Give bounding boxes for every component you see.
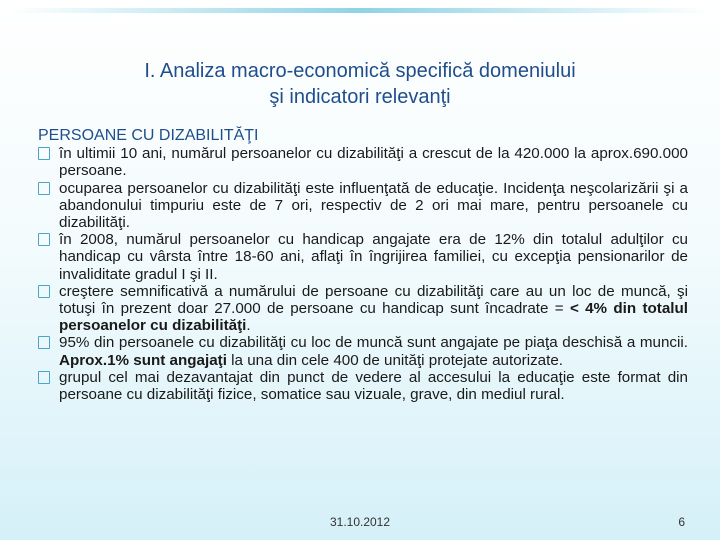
bullet-text: ocuparea persoanelor cu dizabilităţi este influenţată de educaţie. Incidenţa neşcolarizării şi a abandonului timpuriu este de 7 ori, respectiv de 2 ori mai mare, pentru persoanele cu dizabilităţi. [59,179,688,232]
bullet-item [38,231,688,283]
bullet-bold-text: Aprox.1% sunt angajaţi [59,351,227,369]
bullet-item [38,180,688,232]
square-outline-icon [38,182,50,195]
bullet-text: în 2008, numărul persoanelor cu handicap angajate era de 12% din totalul adulţilor cu handicap cu vârsta între 18-60 ani, aflaţi în îngrijirea familiei, cu excepţia pensionarilor de invaliditate gradul I şi II. [59,231,688,283]
square-outline-icon [38,233,50,246]
bullet-item [38,334,688,368]
bullet-text: creştere semnificativă a numărului de persoane cu dizabilităţi care au un loc de muncă, şi totuşi în prezent doar 27.000 de persoane cu handicap sunt încadrate = [59,282,688,318]
square-outline-icon [38,371,50,384]
footer-date: 31.10.2012 [329,515,391,529]
bullet-item [38,145,688,179]
slide-title-line-1: I. Analiza macro-economică specifică domeniului [144,60,576,82]
slide-title-line-2: şi indicatori relevanţi [269,86,451,108]
bullet-item [38,283,688,335]
bullet-bold-text: < 4% din totalul persoanelor cu dizabilităţi [59,300,688,335]
bullet-text: în ultimii 10 ani, numărul persoanelor cu dizabilităţi a crescut de la 420.000 la aprox.690.000 persoane. [59,145,688,180]
square-outline-icon [38,147,50,160]
section-heading: PERSOANE CU DIZABILITĂŢI [38,127,259,144]
square-outline-icon [38,285,50,298]
page-number: 6 [678,515,685,529]
slide-title [0,58,720,110]
square-outline-icon [38,336,50,349]
bullet-text: 95% din persoanele cu dizabilităţi cu loc de muncă sunt angajate pe piaţa deschisă a muncii. [59,334,688,352]
bullet-item [38,369,688,403]
bullet-text: grupul cel mai dezavantajat din punct de vedere al accesului la educaţie este format din persoane cu dizabilităţi fizice, somatice sau vizuale, grave, din mediul rural. [59,368,688,404]
slide-content [38,127,688,403]
bullet-text-end: . [246,317,251,335]
bullet-text-end: la una din cele 400 de unităţi protejate autorizate. [226,351,563,369]
top-decorative-rule [10,8,710,13]
